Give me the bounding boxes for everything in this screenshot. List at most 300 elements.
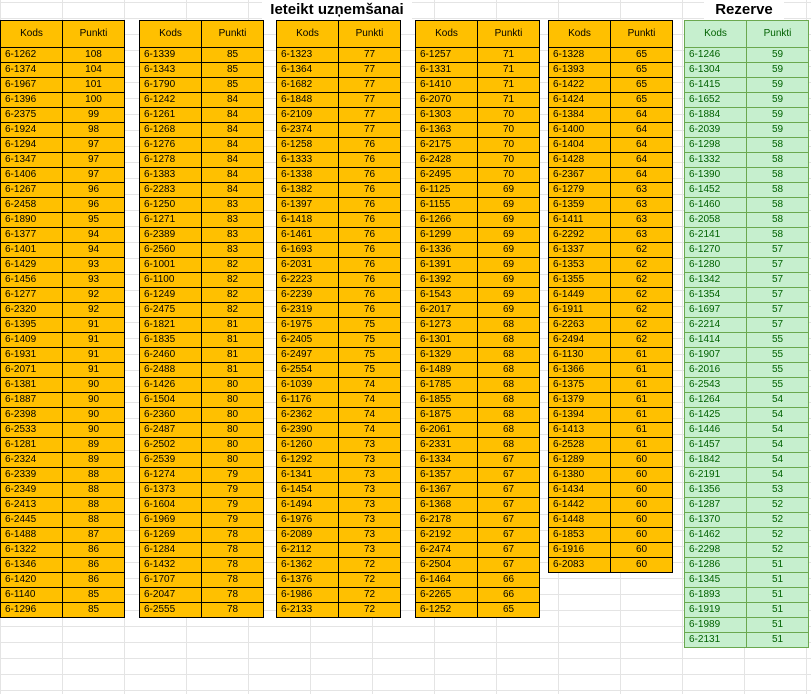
punkti-cell[interactable]: 84 [202,153,264,168]
kods-cell[interactable]: 6-2528 [549,438,611,453]
punkti-header[interactable]: Punkti [611,21,673,48]
punkti-cell[interactable]: 81 [202,348,264,363]
punkti-cell[interactable]: 68 [478,423,540,438]
kods-cell[interactable]: 6-2070 [416,93,478,108]
punkti-cell[interactable]: 59 [747,48,809,63]
kods-cell[interactable]: 6-1432 [140,558,202,573]
kods-cell[interactable]: 6-1411 [549,213,611,228]
kods-cell[interactable]: 6-2109 [277,108,339,123]
kods-cell[interactable]: 6-1278 [140,153,202,168]
punkti-cell[interactable]: 94 [63,243,125,258]
punkti-cell[interactable]: 85 [202,48,264,63]
punkti-cell[interactable]: 60 [611,558,673,573]
kods-cell[interactable]: 6-1357 [416,468,478,483]
kods-cell[interactable]: 6-2554 [277,363,339,378]
kods-cell[interactable]: 6-2331 [416,438,478,453]
punkti-cell[interactable]: 76 [339,153,401,168]
punkti-cell[interactable]: 67 [478,513,540,528]
punkti-cell[interactable]: 85 [202,63,264,78]
punkti-cell[interactable]: 82 [202,288,264,303]
kods-cell[interactable]: 6-2263 [549,318,611,333]
kods-cell[interactable]: 6-1835 [140,333,202,348]
punkti-cell[interactable]: 70 [478,153,540,168]
kods-cell[interactable]: 6-1281 [1,438,63,453]
kods-cell[interactable]: 6-1331 [416,63,478,78]
kods-cell[interactable]: 6-1406 [1,168,63,183]
kods-cell[interactable]: 6-2339 [1,468,63,483]
kods-cell[interactable]: 6-1252 [416,603,478,618]
kods-cell[interactable]: 6-1426 [140,378,202,393]
kods-cell[interactable]: 6-1396 [1,93,63,108]
kods-cell[interactable]: 6-2460 [140,348,202,363]
kods-cell[interactable]: 6-1448 [549,513,611,528]
kods-cell[interactable]: 6-1266 [416,213,478,228]
punkti-cell[interactable]: 68 [478,363,540,378]
punkti-cell[interactable]: 77 [339,48,401,63]
punkti-cell[interactable]: 72 [339,588,401,603]
kods-cell[interactable]: 6-2031 [277,258,339,273]
kods-cell[interactable]: 6-1328 [549,48,611,63]
punkti-cell[interactable]: 73 [339,543,401,558]
punkti-cell[interactable]: 80 [202,408,264,423]
kods-cell[interactable]: 6-1269 [140,528,202,543]
kods-cell[interactable]: 6-2039 [685,123,747,138]
punkti-cell[interactable]: 58 [747,183,809,198]
punkti-cell[interactable]: 67 [478,453,540,468]
punkti-header[interactable]: Punkti [747,21,809,48]
punkti-cell[interactable]: 76 [339,288,401,303]
kods-cell[interactable]: 6-1697 [685,303,747,318]
punkti-cell[interactable]: 78 [202,558,264,573]
kods-cell[interactable]: 6-1429 [1,258,63,273]
kods-cell[interactable]: 6-2058 [685,213,747,228]
kods-cell[interactable]: 6-1967 [1,78,63,93]
punkti-cell[interactable]: 92 [63,303,125,318]
punkti-cell[interactable]: 62 [611,333,673,348]
punkti-cell[interactable]: 54 [747,453,809,468]
punkti-cell[interactable]: 83 [202,198,264,213]
punkti-header[interactable]: Punkti [63,21,125,48]
punkti-cell[interactable]: 90 [63,378,125,393]
punkti-cell[interactable]: 73 [339,513,401,528]
punkti-cell[interactable]: 88 [63,468,125,483]
punkti-cell[interactable]: 57 [747,303,809,318]
kods-cell[interactable]: 6-1397 [277,198,339,213]
punkti-cell[interactable]: 84 [202,183,264,198]
punkti-cell[interactable]: 73 [339,468,401,483]
kods-cell[interactable]: 6-1893 [685,588,747,603]
kods-cell[interactable]: 6-1267 [1,183,63,198]
kods-cell[interactable]: 6-1855 [416,393,478,408]
punkti-cell[interactable]: 80 [202,453,264,468]
punkti-cell[interactable]: 91 [63,318,125,333]
kods-cell[interactable]: 6-1377 [1,228,63,243]
kods-cell[interactable]: 6-1434 [549,483,611,498]
punkti-cell[interactable]: 78 [202,588,264,603]
kods-cell[interactable]: 6-1292 [277,453,339,468]
kods-cell[interactable]: 6-2016 [685,363,747,378]
kods-cell[interactable]: 6-1890 [1,213,63,228]
kods-cell[interactable]: 6-1392 [416,273,478,288]
kods-cell[interactable]: 6-1989 [685,618,747,633]
kods-cell[interactable]: 6-2390 [277,423,339,438]
punkti-cell[interactable]: 85 [63,603,125,618]
kods-cell[interactable]: 6-1322 [1,543,63,558]
kods-cell[interactable]: 6-1409 [1,333,63,348]
punkti-cell[interactable]: 54 [747,393,809,408]
kods-cell[interactable]: 6-1376 [277,573,339,588]
punkti-cell[interactable]: 75 [339,318,401,333]
punkti-cell[interactable]: 76 [339,258,401,273]
punkti-cell[interactable]: 69 [478,273,540,288]
punkti-cell[interactable]: 64 [611,153,673,168]
kods-cell[interactable]: 6-2191 [685,468,747,483]
punkti-cell[interactable]: 52 [747,543,809,558]
punkti-cell[interactable]: 84 [202,123,264,138]
punkti-cell[interactable]: 74 [339,393,401,408]
punkti-cell[interactable]: 78 [202,528,264,543]
punkti-cell[interactable]: 59 [747,93,809,108]
kods-cell[interactable]: 6-1280 [685,258,747,273]
kods-cell[interactable]: 6-1848 [277,93,339,108]
kods-cell[interactable]: 6-2487 [140,423,202,438]
kods-cell[interactable]: 6-1381 [1,378,63,393]
punkti-cell[interactable]: 76 [339,138,401,153]
punkti-cell[interactable]: 68 [478,438,540,453]
punkti-cell[interactable]: 73 [339,483,401,498]
punkti-cell[interactable]: 61 [611,438,673,453]
punkti-cell[interactable]: 68 [478,393,540,408]
punkti-cell[interactable]: 84 [202,93,264,108]
punkti-cell[interactable]: 79 [202,468,264,483]
punkti-cell[interactable]: 58 [747,153,809,168]
punkti-cell[interactable]: 64 [611,168,673,183]
punkti-cell[interactable]: 73 [339,438,401,453]
kods-cell[interactable]: 6-1853 [549,528,611,543]
kods-cell[interactable]: 6-2324 [1,453,63,468]
kods-cell[interactable]: 6-1264 [685,393,747,408]
punkti-header[interactable]: Punkti [478,21,540,48]
kods-cell[interactable]: 6-1875 [416,408,478,423]
punkti-cell[interactable]: 61 [611,363,673,378]
kods-cell[interactable]: 6-1353 [549,258,611,273]
kods-cell[interactable]: 6-1301 [416,333,478,348]
punkti-cell[interactable]: 69 [478,213,540,228]
punkti-cell[interactable]: 71 [478,78,540,93]
kods-cell[interactable]: 6-2445 [1,513,63,528]
punkti-cell[interactable]: 90 [63,393,125,408]
punkti-cell[interactable]: 76 [339,168,401,183]
punkti-cell[interactable]: 69 [478,258,540,273]
kods-cell[interactable]: 6-1298 [685,138,747,153]
kods-cell[interactable]: 6-1277 [1,288,63,303]
kods-cell[interactable]: 6-1368 [416,498,478,513]
punkti-cell[interactable]: 83 [202,213,264,228]
kods-cell[interactable]: 6-2405 [277,333,339,348]
punkti-cell[interactable]: 80 [202,423,264,438]
punkti-cell[interactable]: 75 [339,363,401,378]
kods-cell[interactable]: 6-1442 [549,498,611,513]
kods-cell[interactable]: 6-1604 [140,498,202,513]
punkti-cell[interactable]: 77 [339,93,401,108]
kods-cell[interactable]: 6-2375 [1,108,63,123]
punkti-cell[interactable]: 60 [611,468,673,483]
punkti-cell[interactable]: 67 [478,498,540,513]
kods-cell[interactable]: 6-1884 [685,108,747,123]
kods-cell[interactable]: 6-1250 [140,198,202,213]
kods-cell[interactable]: 6-1652 [685,93,747,108]
kods-cell[interactable]: 6-1390 [685,168,747,183]
punkti-cell[interactable]: 68 [478,333,540,348]
punkti-cell[interactable]: 65 [611,63,673,78]
punkti-cell[interactable]: 70 [478,108,540,123]
kods-cell[interactable]: 6-2298 [685,543,747,558]
punkti-cell[interactable]: 59 [747,123,809,138]
kods-cell[interactable]: 6-1337 [549,243,611,258]
punkti-cell[interactable]: 75 [339,333,401,348]
kods-cell[interactable]: 6-1379 [549,393,611,408]
kods-cell[interactable]: 6-1262 [1,48,63,63]
kods-cell[interactable]: 6-1260 [277,438,339,453]
kods-cell[interactable]: 6-2367 [549,168,611,183]
punkti-cell[interactable]: 87 [63,528,125,543]
kods-cell[interactable]: 6-1449 [549,288,611,303]
kods-cell[interactable]: 6-1456 [1,273,63,288]
punkti-cell[interactable]: 77 [339,123,401,138]
kods-cell[interactable]: 6-1276 [140,138,202,153]
kods-cell[interactable]: 6-2223 [277,273,339,288]
kods-cell[interactable]: 6-1383 [140,168,202,183]
punkti-cell[interactable]: 96 [63,198,125,213]
kods-cell[interactable]: 6-1931 [1,348,63,363]
punkti-cell[interactable]: 70 [478,123,540,138]
punkti-cell[interactable]: 64 [611,123,673,138]
kods-cell[interactable]: 6-1339 [140,48,202,63]
punkti-cell[interactable]: 58 [747,228,809,243]
punkti-cell[interactable]: 85 [202,78,264,93]
kods-cell[interactable]: 6-2133 [277,603,339,618]
punkti-cell[interactable]: 78 [202,573,264,588]
punkti-cell[interactable]: 89 [63,453,125,468]
punkti-cell[interactable]: 55 [747,348,809,363]
kods-cell[interactable]: 6-1415 [685,78,747,93]
punkti-cell[interactable]: 59 [747,108,809,123]
punkti-cell[interactable]: 57 [747,258,809,273]
kods-cell[interactable]: 6-2319 [277,303,339,318]
punkti-cell[interactable]: 54 [747,408,809,423]
kods-cell[interactable]: 6-2083 [549,558,611,573]
punkti-cell[interactable]: 55 [747,333,809,348]
kods-cell[interactable]: 6-2504 [416,558,478,573]
kods-cell[interactable]: 6-1258 [277,138,339,153]
kods-cell[interactable]: 6-1911 [549,303,611,318]
punkti-cell[interactable]: 61 [611,378,673,393]
punkti-cell[interactable]: 97 [63,153,125,168]
punkti-cell[interactable]: 92 [63,288,125,303]
kods-cell[interactable]: 6-1785 [416,378,478,393]
punkti-cell[interactable]: 51 [747,633,809,648]
punkti-cell[interactable]: 94 [63,228,125,243]
punkti-cell[interactable]: 97 [63,168,125,183]
punkti-cell[interactable]: 58 [747,138,809,153]
punkti-cell[interactable]: 70 [478,168,540,183]
punkti-cell[interactable]: 71 [478,63,540,78]
punkti-cell[interactable]: 63 [611,183,673,198]
punkti-cell[interactable]: 62 [611,273,673,288]
kods-cell[interactable]: 6-1404 [549,138,611,153]
punkti-cell[interactable]: 69 [478,228,540,243]
punkti-cell[interactable]: 88 [63,483,125,498]
kods-cell[interactable]: 6-1039 [277,378,339,393]
punkti-cell[interactable]: 76 [339,303,401,318]
punkti-cell[interactable]: 108 [63,48,125,63]
punkti-cell[interactable]: 69 [478,288,540,303]
punkti-cell[interactable]: 60 [611,513,673,528]
punkti-cell[interactable]: 69 [478,303,540,318]
punkti-cell[interactable]: 91 [63,363,125,378]
kods-cell[interactable]: 6-2017 [416,303,478,318]
punkti-cell[interactable]: 82 [202,303,264,318]
kods-cell[interactable]: 6-1887 [1,393,63,408]
punkti-cell[interactable]: 57 [747,318,809,333]
kods-cell[interactable]: 6-1289 [549,453,611,468]
punkti-cell[interactable]: 86 [63,558,125,573]
kods-cell[interactable]: 6-1969 [140,513,202,528]
punkti-cell[interactable]: 52 [747,528,809,543]
kods-cell[interactable]: 6-2283 [140,183,202,198]
kods-cell[interactable]: 6-1284 [140,543,202,558]
punkti-cell[interactable]: 77 [339,108,401,123]
kods-cell[interactable]: 6-1332 [685,153,747,168]
punkti-cell[interactable]: 81 [202,318,264,333]
kods-cell[interactable]: 6-2474 [416,543,478,558]
punkti-cell[interactable]: 70 [478,138,540,153]
punkti-cell[interactable]: 63 [611,228,673,243]
kods-cell[interactable]: 6-1380 [549,468,611,483]
kods-cell[interactable]: 6-1462 [685,528,747,543]
punkti-cell[interactable]: 61 [611,348,673,363]
kods-cell[interactable]: 6-2539 [140,453,202,468]
kods-cell[interactable]: 6-1424 [549,93,611,108]
kods-cell[interactable]: 6-2320 [1,303,63,318]
kods-cell[interactable]: 6-1347 [1,153,63,168]
punkti-cell[interactable]: 65 [611,48,673,63]
kods-cell[interactable]: 6-2141 [685,228,747,243]
kods-cell[interactable]: 6-2488 [140,363,202,378]
punkti-cell[interactable]: 55 [747,363,809,378]
punkti-cell[interactable]: 98 [63,123,125,138]
punkti-cell[interactable]: 97 [63,138,125,153]
punkti-cell[interactable]: 57 [747,288,809,303]
kods-cell[interactable]: 6-1257 [416,48,478,63]
kods-cell[interactable]: 6-1976 [277,513,339,528]
kods-cell[interactable]: 6-1367 [416,483,478,498]
kods-cell[interactable]: 6-1268 [140,123,202,138]
punkti-cell[interactable]: 54 [747,423,809,438]
kods-cell[interactable]: 6-1329 [416,348,478,363]
punkti-cell[interactable]: 54 [747,438,809,453]
punkti-cell[interactable]: 51 [747,558,809,573]
punkti-cell[interactable]: 60 [611,498,673,513]
kods-cell[interactable]: 6-2061 [416,423,478,438]
kods-cell[interactable]: 6-1270 [685,243,747,258]
punkti-cell[interactable]: 72 [339,603,401,618]
kods-cell[interactable]: 6-1323 [277,48,339,63]
kods-cell[interactable]: 6-1489 [416,363,478,378]
punkti-cell[interactable]: 69 [478,183,540,198]
kods-cell[interactable]: 6-1287 [685,498,747,513]
kods-cell[interactable]: 6-1504 [140,393,202,408]
kods-cell[interactable]: 6-1428 [549,153,611,168]
punkti-cell[interactable]: 88 [63,498,125,513]
punkti-cell[interactable]: 79 [202,513,264,528]
punkti-cell[interactable]: 71 [478,93,540,108]
punkti-cell[interactable]: 68 [478,378,540,393]
kods-cell[interactable]: 6-1345 [685,573,747,588]
kods-cell[interactable]: 6-1336 [416,243,478,258]
kods-cell[interactable]: 6-2389 [140,228,202,243]
kods-cell[interactable]: 6-1304 [685,63,747,78]
punkti-cell[interactable]: 64 [611,108,673,123]
punkti-cell[interactable]: 93 [63,258,125,273]
kods-cell[interactable]: 6-2089 [277,528,339,543]
punkti-cell[interactable]: 54 [747,468,809,483]
punkti-cell[interactable]: 89 [63,438,125,453]
punkti-cell[interactable]: 74 [339,408,401,423]
punkti-cell[interactable]: 61 [611,423,673,438]
punkti-cell[interactable]: 62 [611,258,673,273]
kods-cell[interactable]: 6-1303 [416,108,478,123]
punkti-cell[interactable]: 63 [611,213,673,228]
kods-cell[interactable]: 6-1261 [140,108,202,123]
kods-cell[interactable]: 6-1334 [416,453,478,468]
kods-cell[interactable]: 6-1249 [140,288,202,303]
punkti-cell[interactable]: 67 [478,528,540,543]
punkti-cell[interactable]: 82 [202,258,264,273]
punkti-cell[interactable]: 62 [611,303,673,318]
punkti-cell[interactable]: 57 [747,243,809,258]
kods-cell[interactable]: 6-1414 [685,333,747,348]
punkti-cell[interactable]: 71 [478,48,540,63]
punkti-cell[interactable]: 62 [611,318,673,333]
punkti-cell[interactable]: 67 [478,558,540,573]
kods-cell[interactable]: 6-2494 [549,333,611,348]
kods-cell[interactable]: 6-2047 [140,588,202,603]
kods-cell[interactable]: 6-1446 [685,423,747,438]
punkti-cell[interactable]: 72 [339,558,401,573]
kods-cell[interactable]: 6-1460 [685,198,747,213]
kods-cell[interactable]: 6-1543 [416,288,478,303]
punkti-cell[interactable]: 79 [202,498,264,513]
punkti-cell[interactable]: 76 [339,228,401,243]
kods-cell[interactable]: 6-1271 [140,213,202,228]
kods-cell[interactable]: 6-2239 [277,288,339,303]
punkti-cell[interactable]: 69 [478,198,540,213]
punkti-cell[interactable]: 83 [202,228,264,243]
punkti-cell[interactable]: 80 [202,393,264,408]
punkti-cell[interactable]: 73 [339,453,401,468]
punkti-cell[interactable]: 96 [63,183,125,198]
kods-header[interactable]: Kods [277,21,339,48]
punkti-cell[interactable]: 58 [747,168,809,183]
punkti-cell[interactable]: 74 [339,378,401,393]
kods-cell[interactable]: 6-2458 [1,198,63,213]
punkti-cell[interactable]: 91 [63,333,125,348]
punkti-cell[interactable]: 62 [611,243,673,258]
punkti-cell[interactable]: 58 [747,198,809,213]
punkti-cell[interactable]: 67 [478,483,540,498]
kods-cell[interactable]: 6-1790 [140,78,202,93]
